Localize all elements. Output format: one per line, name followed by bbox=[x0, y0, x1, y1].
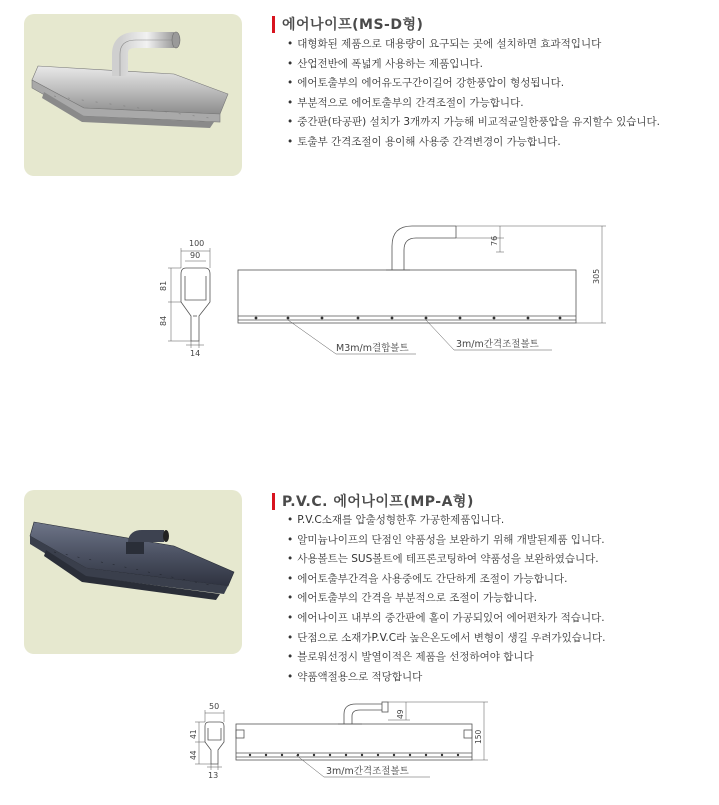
label-bolt: M3m/m결합볼트 bbox=[336, 343, 409, 354]
list-item: • 부분적으로 에어토출부의 간격조절이 가능합니다. bbox=[287, 94, 660, 114]
air-knife-aluminum-image bbox=[24, 14, 242, 176]
list-item: • 사용볼트는 SUS볼트에 테프론코팅하여 약품성을 보완하였습니다. bbox=[287, 550, 605, 570]
list-item: • P.V.C소재를 압출성형한후 가공한제품입니다. bbox=[287, 511, 605, 531]
dim-lower: 84 bbox=[159, 315, 168, 326]
dim-bottom: 13 bbox=[208, 771, 219, 780]
list-item: • 알미늄나이프의 단점인 약품성을 보완하기 위해 개발된제품 입니다. bbox=[287, 531, 605, 551]
label-gap-bolt: 3m/m간격조절볼트 bbox=[456, 339, 539, 350]
list-item: • 산업전반에 폭넓게 사용하는 제품입니다. bbox=[287, 55, 660, 75]
technical-drawing-mp-a bbox=[0, 690, 719, 805]
list-item: • 에어토출부의 에어유도구간이길어 강한풍압이 형성됩니다. bbox=[287, 74, 660, 94]
title-accent-bar bbox=[272, 493, 275, 510]
product-title-text: P.V.C. 에어나이프(MP-A형) bbox=[282, 494, 474, 510]
list-item: • 약품액절용으로 적당합니다 bbox=[287, 668, 605, 688]
feature-list-mp-a bbox=[287, 511, 605, 687]
list-item: • 토출부 간격조절이 용이해 사용중 간격변경이 가능합니다. bbox=[287, 133, 660, 153]
product-title-text: 에어나이프(MS-D형) bbox=[282, 17, 424, 33]
title-accent-bar bbox=[272, 16, 275, 33]
air-knife-pvc-image bbox=[24, 490, 242, 654]
list-item: • 에어토출부의 간격을 부분적으로 조절이 가능합니다. bbox=[287, 589, 605, 609]
list-item: • 중간판(타공판) 설치가 3개까지 가능해 비교적균일한풍압을 유지할수 있습니다. bbox=[287, 113, 660, 133]
dim-width: 50 bbox=[209, 702, 220, 711]
feature-list-ms-d bbox=[287, 35, 660, 153]
dim-bottom: 14 bbox=[190, 349, 201, 358]
dim-lower: 44 bbox=[189, 750, 198, 760]
list-item: • 대형화된 제품으로 대용량이 요구되는 곳에 설치하면 효과적입니다 bbox=[287, 35, 660, 55]
dim-width-outer: 100 bbox=[189, 239, 205, 248]
product-title-mp-a bbox=[272, 491, 474, 511]
dim-height: 150 bbox=[474, 729, 483, 744]
product-photo-mp-a bbox=[24, 490, 242, 654]
technical-drawing-ms-d bbox=[0, 218, 719, 368]
product-title-ms-d bbox=[272, 14, 423, 34]
list-item: • 블로워선정시 발열이적은 제품을 선정하여야 합니다 bbox=[287, 648, 605, 668]
label-gap-bolt: 3m/m간격조절볼트 bbox=[326, 766, 409, 777]
dim-pipe: 49 bbox=[396, 709, 405, 719]
dim-height: 305 bbox=[592, 268, 601, 284]
dim-upper: 81 bbox=[159, 280, 168, 291]
dim-upper: 41 bbox=[189, 729, 198, 739]
dim-pipe: 76 bbox=[490, 235, 499, 246]
product-photo-ms-d bbox=[24, 14, 242, 176]
list-item: • 에어나이프 내부의 중간판에 홀이 가공되있어 에어편차가 적습니다. bbox=[287, 609, 605, 629]
list-item: • 에어토출부간격을 사용중에도 간단하게 조절이 가능합니다. bbox=[287, 570, 605, 590]
dim-width-inner: 90 bbox=[190, 251, 201, 260]
list-item: • 단점으로 소재가P.V.C라 높은온도에서 변형이 생길 우려가있습니다. bbox=[287, 629, 605, 649]
